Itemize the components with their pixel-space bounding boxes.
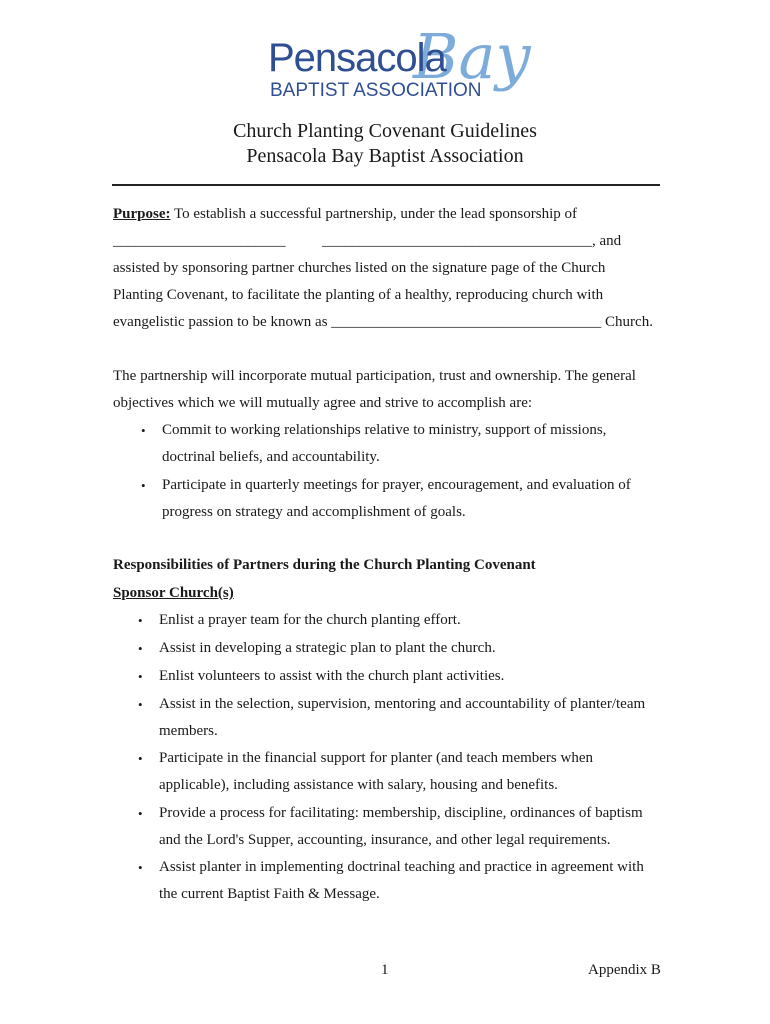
purpose-line-3: assisted by sponsoring partner churches listed on the signature page of the Church — [113, 260, 606, 276]
logo-name: Pensacola — [268, 36, 446, 80]
responsibility-7-line-1: Assist planter in implementing doctrinal teaching and practice in agreement with — [159, 859, 644, 875]
sponsor-church-heading: Sponsor Church(s) — [113, 585, 234, 601]
responsibility-4-line-1: Assist in the selection, supervision, mentoring and accountability of planter/team — [159, 696, 646, 712]
partnership-line-2: objectives which we will mutually agree and strive to accomplish are: — [113, 395, 533, 411]
appendix-label: Appendix B — [588, 962, 661, 978]
partnership-line-1: The partnership will incorporate mutual participation, trust and ownership. The general — [113, 368, 636, 384]
association-logo — [268, 20, 531, 122]
header-divider — [112, 184, 660, 186]
bullet-icon: • — [138, 806, 143, 821]
responsibility-3: Enlist volunteers to assist with the church plant activities. — [159, 668, 505, 684]
bullet-icon: • — [138, 641, 143, 656]
objective-2-line-2: progress on strategy and accomplishment of goals. — [162, 504, 466, 520]
responsibility-2: Assist in developing a strategic plan to plant the church. — [159, 640, 496, 656]
bullet-icon: • — [141, 423, 146, 438]
responsibility-7-line-2: the current Baptist Faith & Message. — [159, 886, 380, 902]
bullet-icon: • — [138, 751, 143, 766]
responsibility-6-line-1: Provide a process for facilitating: membership, discipline, ordinances of baptism — [159, 805, 643, 821]
bullet-icon: • — [138, 613, 143, 628]
bullet-icon: • — [141, 478, 146, 493]
purpose-text: To establish a successful partnership, under the lead sponsorship of — [170, 206, 578, 222]
bullet-icon: • — [138, 669, 143, 684]
responsibility-4-line-2: members. — [159, 723, 218, 739]
responsibilities-heading: Responsibilities of Partners during the Church Planting Covenant — [113, 557, 536, 573]
bullet-icon: • — [138, 860, 143, 875]
document-title: Church Planting Covenant Guidelines — [233, 120, 537, 142]
purpose-blank-sponsor: _______________________ — [113, 233, 286, 249]
page-number: 1 — [381, 962, 389, 978]
responsibility-5-line-1: Participate in the financial support for planter (and teach members when — [159, 750, 594, 766]
logo-bay-script: Bay — [413, 20, 531, 93]
objective-2-line-1: Participate in quarterly meetings for prayer, encouragement, and evaluation of — [162, 477, 631, 493]
purpose-label: Purpose: — [113, 206, 171, 222]
responsibility-5-line-2: applicable), including assistance with salary, housing and benefits. — [159, 777, 558, 793]
purpose-line-4: Planting Covenant, to facilitate the planting of a healthy, reproducing church with — [113, 287, 604, 303]
purpose-line-1 — [113, 206, 577, 223]
responsibility-6-line-2: and the Lord's Supper, accounting, insurance, and other legal requirements. — [159, 832, 611, 848]
objective-1-line-1: Commit to working relationships relative to ministry, support of missions, — [162, 422, 607, 438]
purpose-blank-church: ____________________________________, and — [322, 233, 622, 249]
responsibility-1: Enlist a prayer team for the church planting effort. — [159, 612, 461, 628]
objective-1-line-2: doctrinal beliefs, and accountability. — [162, 449, 380, 465]
document-subtitle: Pensacola Bay Baptist Association — [246, 145, 524, 167]
bullet-icon: • — [138, 697, 143, 712]
purpose-line-5: evangelistic passion to be known as ____________________________________ Church. — [113, 314, 653, 330]
logo-subtitle: BAPTIST ASSOCIATION — [270, 80, 482, 101]
